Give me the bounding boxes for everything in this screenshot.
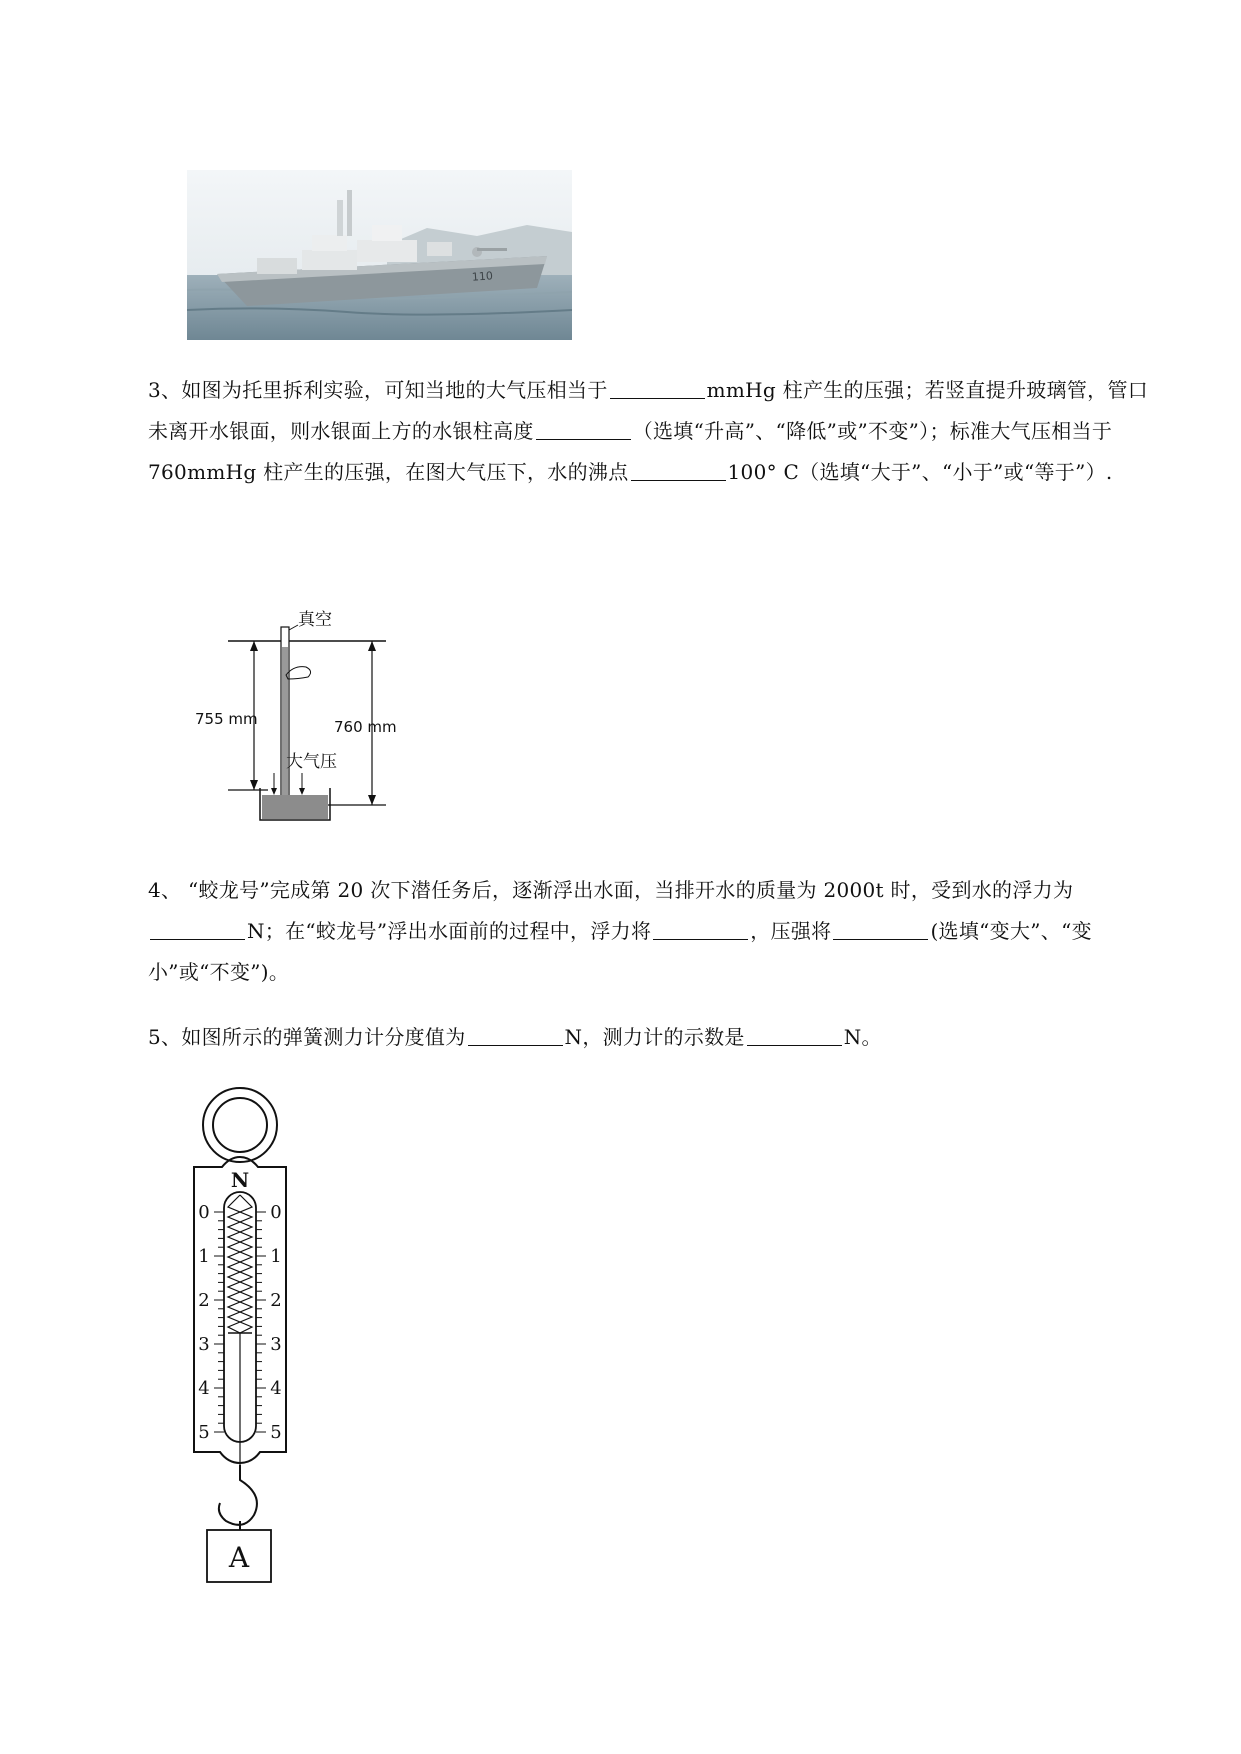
question-3 bbox=[148, 370, 1158, 493]
pressure-label: 大气压 bbox=[286, 752, 337, 772]
tick-marks-left bbox=[214, 1212, 224, 1432]
q5-text-1: 5、如图所示的弹簧测力计分度值为 bbox=[148, 1025, 466, 1049]
q3-text-1: 3、如图为托里拆利实验，可知当地的大气压相当于 bbox=[148, 378, 608, 402]
tick-label-right-3: 3 bbox=[270, 1334, 282, 1355]
q5-blank-1[interactable] bbox=[468, 1023, 563, 1046]
q4-text-1: 4、 “蛟龙号”完成第 20 次下潜任务后，逐渐浮出水面，当排开水的质量为 2000t 时，受到水的浮力为 bbox=[148, 878, 1074, 902]
unit-label: N bbox=[230, 1168, 250, 1192]
tick-label-right-5: 5 bbox=[270, 1422, 282, 1443]
warship-photo bbox=[187, 170, 572, 340]
tick-label-left-5: 5 bbox=[198, 1422, 210, 1443]
question-5 bbox=[148, 1017, 1158, 1058]
tick-label-right-4: 4 bbox=[270, 1378, 282, 1399]
q4-blank-2[interactable] bbox=[653, 917, 748, 940]
torricelli-diagram bbox=[190, 595, 430, 835]
q3-blank-2[interactable] bbox=[536, 417, 631, 440]
tick-label-right-1: 1 bbox=[270, 1246, 282, 1267]
q3-text-3: （选填“升高”、“降低”或”不变”）；标准大气压相当于 760mmHg 柱产生的压强，在图大气压下，水的沸点 bbox=[148, 419, 1113, 484]
question-4 bbox=[148, 870, 1158, 993]
q3-blank-3[interactable] bbox=[631, 458, 726, 481]
tick-label-right-2: 2 bbox=[270, 1290, 282, 1311]
tick-marks-right bbox=[256, 1212, 266, 1432]
q3-text-2: mmHg 柱产生的压强；若竖直提升玻璃管，管口未离开水银面，则水银面上方的水银柱高度 bbox=[148, 378, 1149, 443]
vacuum-label: 真空 bbox=[298, 610, 332, 630]
tick-label-left-3: 3 bbox=[198, 1334, 210, 1355]
q5-text-3: N。 bbox=[843, 1025, 882, 1049]
tick-label-right-0: 0 bbox=[270, 1202, 282, 1223]
tick-label-left-2: 2 bbox=[198, 1290, 210, 1311]
spring-scale-diagram bbox=[180, 1085, 320, 1595]
q4-blank-1[interactable] bbox=[150, 917, 245, 940]
tick-label-left-4: 4 bbox=[198, 1378, 210, 1399]
tick-label-left-0: 0 bbox=[198, 1202, 210, 1223]
q4-text-4: (选填“变大”、“变小”或“不变”)。 bbox=[148, 919, 1092, 984]
q3-text-4: 100° C（选填“大于”、“小于”或“等于”）. bbox=[727, 460, 1113, 484]
q4-blank-3[interactable] bbox=[833, 917, 928, 940]
left-height-label: 755 mm bbox=[195, 710, 258, 728]
q3-blank-1[interactable] bbox=[610, 376, 705, 399]
q5-blank-2[interactable] bbox=[747, 1023, 842, 1046]
tick-label-left-1: 1 bbox=[198, 1246, 210, 1267]
q5-text-2: N，测力计的示数是 bbox=[564, 1025, 745, 1049]
hull-number: 110 bbox=[471, 269, 494, 284]
weight-label: A bbox=[228, 1541, 250, 1574]
right-height-label: 760 mm bbox=[334, 718, 397, 736]
q4-text-3: ，压强将 bbox=[750, 919, 832, 943]
q4-text-2: N；在“蛟龙号”浮出水面前的过程中，浮力将 bbox=[247, 919, 652, 943]
